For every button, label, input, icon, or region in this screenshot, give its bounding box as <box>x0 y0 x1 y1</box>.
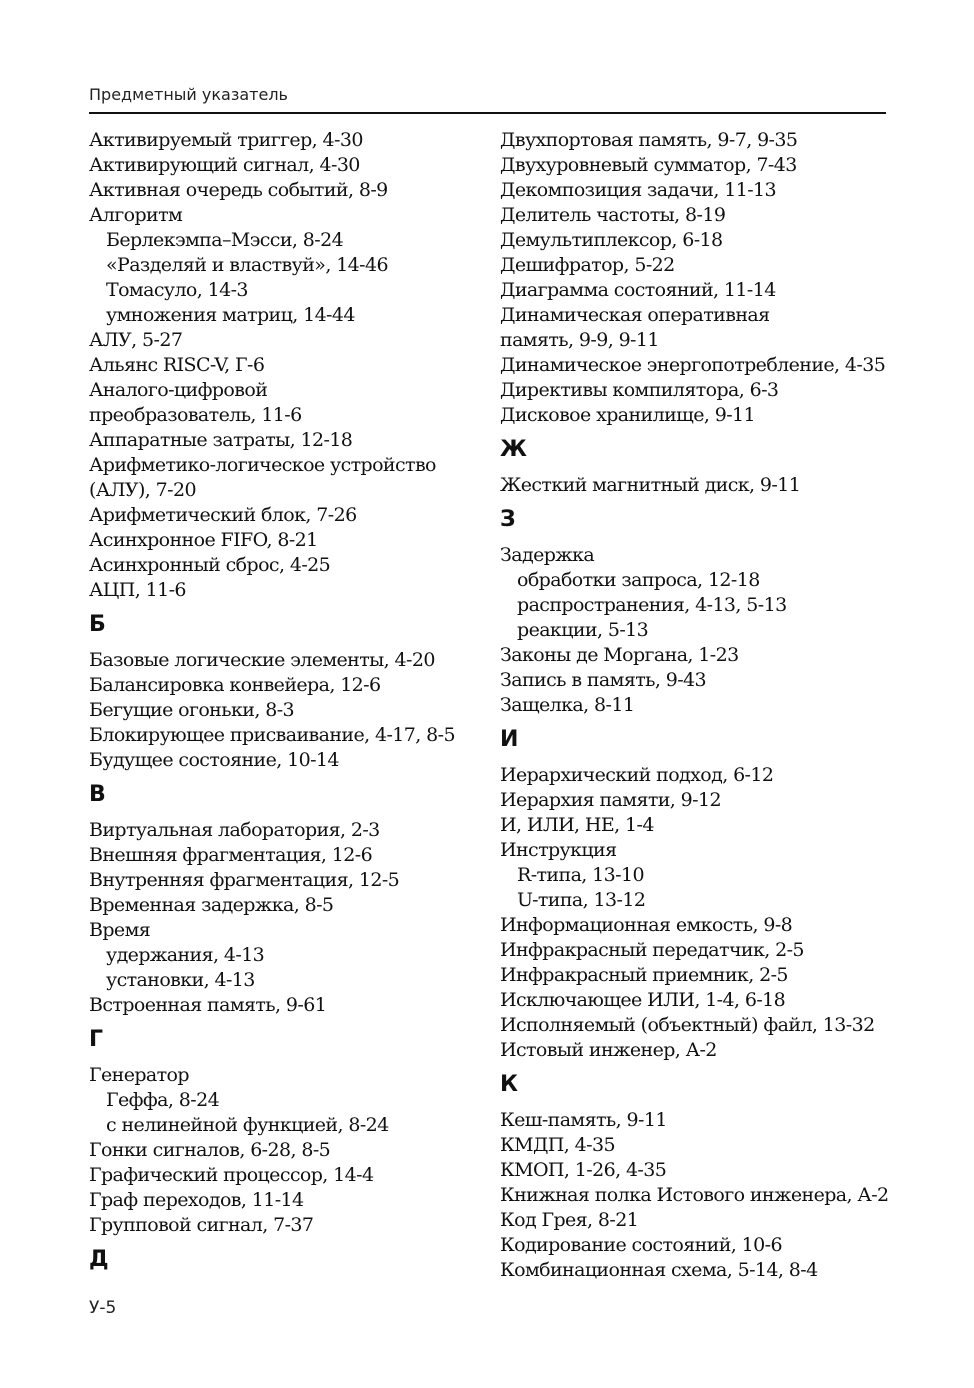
letter-heading: Ж <box>500 437 527 462</box>
header-rule <box>89 112 886 114</box>
index-entry: Иерархический подход, 6-12 <box>500 764 774 786</box>
index-entry: Блокирующее присваивание, 4-17, 8-5 <box>89 724 455 746</box>
letter-heading: З <box>500 507 516 532</box>
index-subentry: умножения матриц, 14-44 <box>106 304 355 326</box>
index-subentry: Томасуло, 14-3 <box>106 279 248 301</box>
index-entry: Генератор <box>89 1064 189 1086</box>
index-entry: Альянс RISC-V, Г-6 <box>89 354 265 376</box>
index-entry: Граф переходов, 11-14 <box>89 1189 304 1211</box>
index-entry: Задержка <box>500 544 595 566</box>
index-entry: Алгоритм <box>89 204 183 226</box>
index-entry: Комбинационная схема, 5-14, 8-4 <box>500 1259 818 1281</box>
index-entry: Исполняемый (объектный) файл, 13-32 <box>500 1014 875 1036</box>
index-subentry: R-типа, 13-10 <box>517 864 644 886</box>
index-entry: Дисковое хранилище, 9-11 <box>500 404 756 426</box>
index-entry: Директивы компилятора, 6-3 <box>500 379 779 401</box>
index-subentry: удержания, 4-13 <box>106 944 265 966</box>
index-entry: Кодирование состояний, 10-6 <box>500 1234 782 1256</box>
index-entry: КМОП, 1-26, 4-35 <box>500 1159 667 1181</box>
index-entry: Внешняя фрагментация, 12-6 <box>89 844 373 866</box>
index-column-right <box>500 128 900 1283</box>
index-subentry: установки, 4-13 <box>106 969 255 991</box>
index-entry: Групповой сигнал, 7-37 <box>89 1214 314 1236</box>
index-entry: Инфракрасный передатчик, 2-5 <box>500 939 804 961</box>
index-entry: Аналого-цифровой <box>89 379 268 401</box>
index-entry: Асинхронный сброс, 4-25 <box>89 554 331 576</box>
index-entry: КМДП, 4-35 <box>500 1134 615 1156</box>
page-number: У-5 <box>89 1298 117 1318</box>
index-entry: Динамическое энергопотребление, 4-35 <box>500 354 886 376</box>
index-entry: память, 9-9, 9-11 <box>500 329 659 351</box>
index-entry: Встроенная память, 9-61 <box>89 994 327 1016</box>
index-subentry: с нелинейной функцией, 8-24 <box>106 1114 389 1136</box>
index-entry: Аппаратные затраты, 12-18 <box>89 429 353 451</box>
index-entry: Законы де Моргана, 1-23 <box>500 644 739 666</box>
index-entry: Временная задержка, 8-5 <box>89 894 334 916</box>
index-entry: Исключающее ИЛИ, 1-4, 6-18 <box>500 989 786 1011</box>
index-subentry: U-типа, 13-12 <box>517 889 646 911</box>
index-entry: Инфракрасный приемник, 2-5 <box>500 964 788 986</box>
index-entry: Двухпортовая память, 9-7, 9-35 <box>500 129 798 151</box>
index-entry: преобразователь, 11-6 <box>89 404 302 426</box>
index-subentry: распространения, 4-13, 5-13 <box>517 594 787 616</box>
index-entry: Виртуальная лаборатория, 2-3 <box>89 819 380 841</box>
index-entry: Внутренняя фрагментация, 12-5 <box>89 869 400 891</box>
index-entry: Время <box>89 919 151 941</box>
index-entry: Асинхронное FIFO, 8-21 <box>89 529 318 551</box>
index-entry: Двухуровневый сумматор, 7-43 <box>500 154 797 176</box>
letter-heading: Б <box>89 612 106 637</box>
index-entry: Динамическая оперативная <box>500 304 770 326</box>
index-subentry: Берлекэмпа–Мэсси, 8-24 <box>106 229 344 251</box>
index-entry: Иерархия памяти, 9-12 <box>500 789 721 811</box>
index-entry: (АЛУ), 7-20 <box>89 479 196 501</box>
index-entry: Декомпозиция задачи, 11-13 <box>500 179 777 201</box>
letter-heading: И <box>500 727 519 752</box>
index-subentry: Геффа, 8-24 <box>106 1089 220 1111</box>
letter-heading: В <box>89 782 106 807</box>
index-entry: Графический процессор, 14-4 <box>89 1164 374 1186</box>
index-entry: Информационная емкость, 9-8 <box>500 914 793 936</box>
index-entry: Дешифратор, 5-22 <box>500 254 675 276</box>
index-entry: Делитель частоты, 8-19 <box>500 204 726 226</box>
index-entry: Базовые логические элементы, 4-20 <box>89 649 435 671</box>
index-subentry: «Разделяй и властвуй», 14-46 <box>106 254 388 276</box>
index-entry: Код Грея, 8-21 <box>500 1209 639 1231</box>
index-entry: Активирующий сигнал, 4-30 <box>89 154 360 176</box>
index-subentry: реакции, 5-13 <box>517 619 649 641</box>
running-head: Предметный указатель <box>89 85 288 104</box>
index-entry: Гонки сигналов, 6-28, 8-5 <box>89 1139 331 1161</box>
index-entry: Книжная полка Истового инженера, А-2 <box>500 1184 889 1206</box>
index-entry: Арифметический блок, 7-26 <box>89 504 357 526</box>
index-entry: АЛУ, 5-27 <box>89 329 183 351</box>
index-entry: Активируемый триггер, 4-30 <box>89 129 363 151</box>
index-entry: Бегущие огоньки, 8-3 <box>89 699 295 721</box>
index-column-left <box>89 128 484 1283</box>
letter-heading: Г <box>89 1027 104 1052</box>
index-entry: Истовый инженер, А-2 <box>500 1039 717 1061</box>
index-entry: И, ИЛИ, НЕ, 1-4 <box>500 814 654 836</box>
index-subentry: обработки запроса, 12-18 <box>517 569 760 591</box>
index-entry: Защелка, 8-11 <box>500 694 635 716</box>
index-entry: АЦП, 11-6 <box>89 579 186 601</box>
letter-heading: К <box>500 1072 518 1097</box>
index-entry: Жесткий магнитный диск, 9-11 <box>500 474 801 496</box>
index-entry: Арифметико-логическое устройство <box>89 454 436 476</box>
index-entry: Диаграмма состояний, 11-14 <box>500 279 776 301</box>
index-entry: Балансировка конвейера, 12-6 <box>89 674 381 696</box>
index-entry: Запись в память, 9-43 <box>500 669 707 691</box>
index-entry: Демультиплексор, 6-18 <box>500 229 723 251</box>
index-entry: Кеш-память, 9-11 <box>500 1109 667 1131</box>
index-entry: Активная очередь событий, 8-9 <box>89 179 388 201</box>
index-entry: Будущее состояние, 10-14 <box>89 749 339 771</box>
index-entry: Инструкция <box>500 839 617 861</box>
letter-heading: Д <box>89 1247 109 1272</box>
